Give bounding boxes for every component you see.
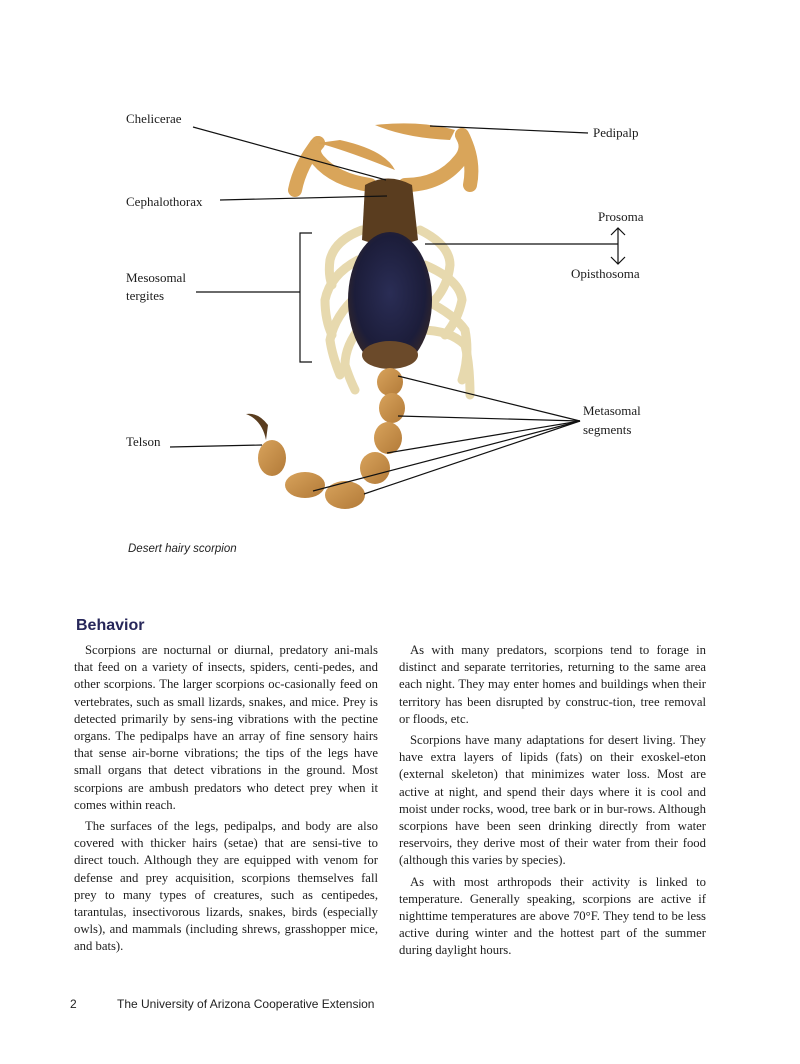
paragraph: As with many predators, scorpions tend to forage in distinct and separate territories, returning to the same area each night. They may enter homes and buildings when their territory has been disrupted by construc-tion, tree removal or floods, etc. — [399, 643, 706, 726]
label-prosoma: Prosoma — [598, 209, 644, 224]
prosoma-opisthosoma-arrow — [611, 228, 625, 264]
label-metasomal: Metasomal — [583, 403, 641, 418]
page-number: 2 — [70, 997, 77, 1011]
section-heading: Behavior — [76, 617, 145, 634]
left-column — [74, 642, 378, 960]
label-telson: Telson — [126, 434, 161, 449]
paragraph: As with most arthropods their activity is linked to temperature. Generally speaking, scorpions are active if nighttime temperatures are above 70°F. They tend to be less active during winter and the hottest part of the summer during daylight hours. — [399, 874, 706, 958]
figure-caption: Desert hairy scorpion — [128, 543, 237, 555]
right-column — [399, 642, 706, 964]
footer-organization: The University of Arizona Cooperative Extension — [117, 997, 375, 1011]
label-opisthosoma: Opisthosoma — [571, 266, 640, 281]
telson-stinger — [246, 414, 268, 440]
right-claw — [375, 123, 455, 140]
label-cephalothorax: Cephalothorax — [126, 194, 203, 209]
label-segments: segments — [583, 422, 632, 437]
paragraph: Scorpions have many adaptations for desert living. They have extra layers of lipids (fats) on their exoskel-eton (external skeleton) that minimizes water loss. Most are active at night, and spend their days where it is cool and moist under rocks, wood, tree bark or in bur-rows. Although scorpions have been seen drinking directly from water reservoirs, they derive most of their water from their food (although this varies by species). — [399, 733, 706, 868]
paragraph: The surfaces of the legs, pedipalps, and body are also covered with thicker hairs (setae) that are sensi-tive to direct touch. Although they are equipped with venom for defense and prey acquisition, scorpions themselves fall prey to many types of creatures, such as centipedes, tarantulas, insectivorous lizards, snakes, birds (especially owls), and mammals (including shrews, grasshopper mice, and bats). — [74, 819, 378, 954]
label-mesosomal: Mesosomal — [126, 270, 186, 285]
label-tergites: tergites — [126, 288, 165, 303]
label-chelicerae: Chelicerae — [126, 111, 182, 126]
label-pedipalp: Pedipalp — [593, 125, 639, 140]
paragraph: Scorpions are nocturnal or diurnal, predatory ani-mals that feed on a variety of insects, spiders, centi-pedes, and other scorpions. The larger scorpions oc-casionally feed on vertebrates, such as small lizards, snakes, and mice. Prey is detected primarily by sens-ing vibrations with the pectine organs. The pedipalps have an array of fine sensory hairs that sense air-borne vibrations; the tips of the legs have small organs that detect vibrations in the ground. Most scorpions are ambush predators who detect prey when it comes within reach. — [74, 643, 378, 812]
